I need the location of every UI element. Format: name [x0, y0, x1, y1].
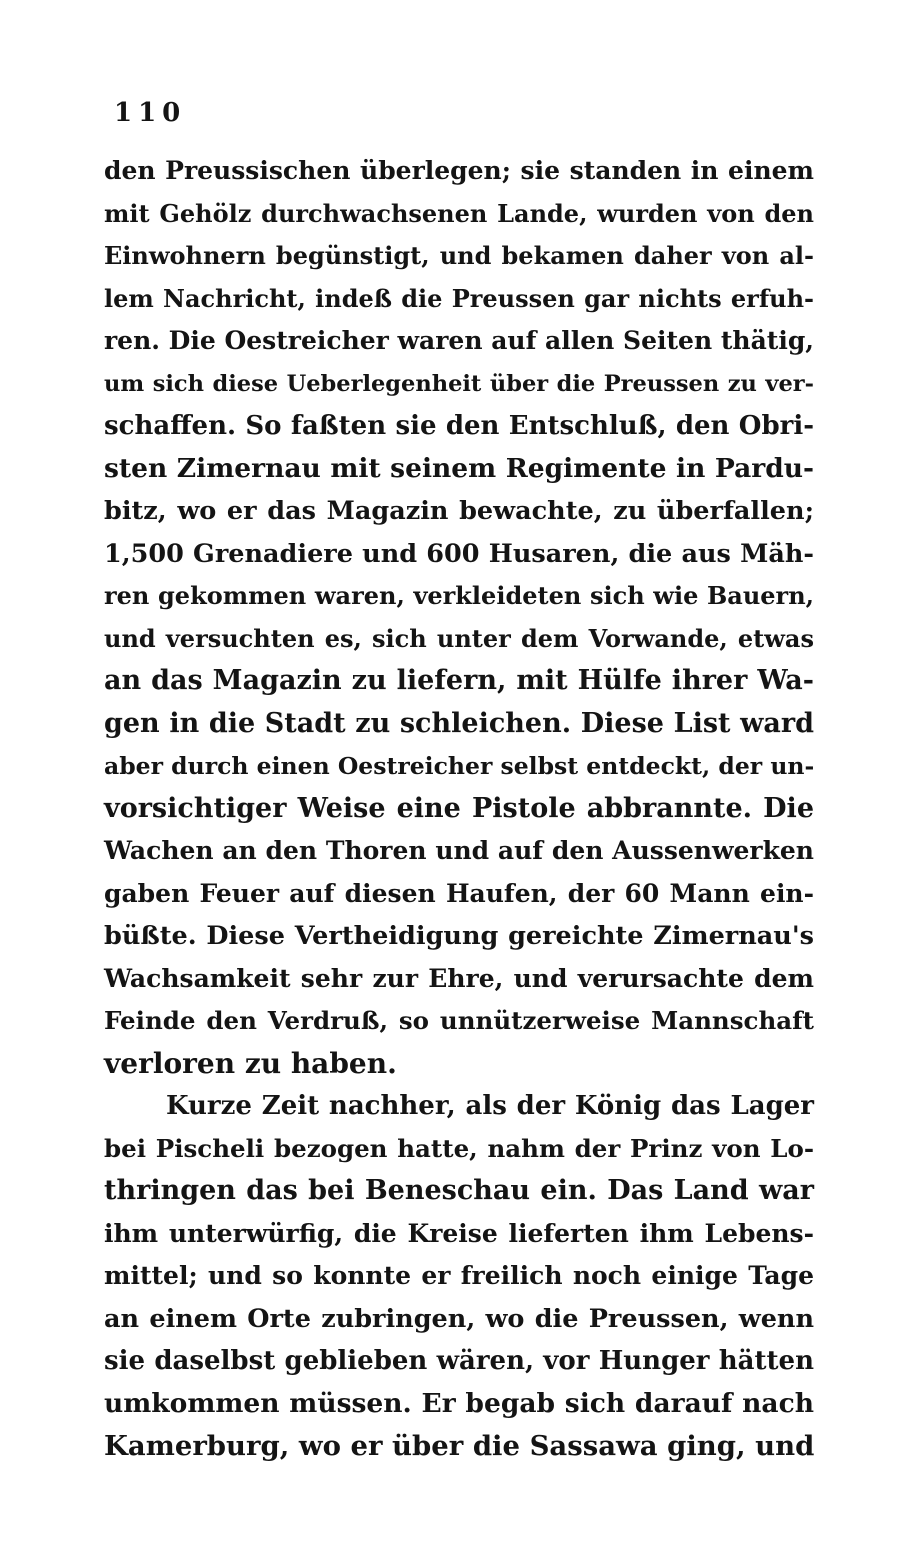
text-line: büßte. Diese Vertheidigung gereichte Zimernau's [104, 921, 814, 951]
text-line: gaben Feuer auf diesen Haufen, der 60 Mann ein- [104, 878, 814, 908]
text-line: thringen das bei Beneschau ein. Das Land war [104, 1175, 814, 1206]
text-line: 1,500 Grenadiere und 600 Husaren, die aus Mäh- [104, 538, 814, 569]
text-line: Feinde den Verdruß, so unnützerweise Mannschaft [104, 1006, 814, 1035]
body-text [104, 150, 814, 1468]
text-line: ren. Die Oestreicher waren auf allen Seiten thätig, [104, 326, 814, 355]
text-line: den Preussischen überlegen; sie standen in einem [104, 156, 814, 185]
text-line: bitz, wo er das Magazin bewachte, zu überfallen; [104, 496, 814, 526]
text-line: Kamerburg, wo er über die Sassawa ging, und [104, 1430, 815, 1462]
text-line: gen in die Stadt zu schleichen. Diese List ward [104, 707, 814, 739]
text-line: schaffen. So faßten sie den Entschluß, den Obri- [104, 411, 814, 441]
text-line: an einem Orte zubringen, wo die Preussen, wenn [104, 1303, 814, 1334]
text-line: lem Nachricht, indeß die Preussen gar nichts erfuh- [104, 283, 814, 313]
text-line: aber durch einen Oestreicher selbst entdeckt, der un- [104, 752, 815, 780]
text-line: sie daselbst geblieben wären, vor Hunger hätten [104, 1346, 814, 1376]
text-line: ihm unterwürfig, die Kreise lieferten ihm Lebens- [104, 1218, 814, 1248]
text-line: sten Zimernau mit seinem Regimente in Pardu- [104, 452, 814, 484]
text-line: Wachen an den Thoren und auf den Aussenwerken [104, 836, 814, 865]
text-line: mittel; und so konnte er freilich noch einige Tage [104, 1261, 814, 1290]
paragraph-end-line: verloren zu haben. [104, 1046, 397, 1080]
text-line: ren gekommen waren, verkleideten sich wie Bauern, [104, 581, 814, 610]
text-line: mit Gehölz durchwachsenen Lande, wurden von den [104, 198, 814, 228]
text-line: Einwohnern begünstigt, und bekamen daher von al- [104, 241, 814, 270]
page-number: 110 [114, 98, 187, 128]
text-line: um sich diese Ueberlegenheit über die Preussen zu ver- [104, 370, 814, 397]
text-line: umkommen müssen. Er begab sich darauf nach [104, 1387, 814, 1419]
text-line: Wachsamkeit sehr zur Ehre, und verursachte dem [104, 963, 814, 993]
text-line: und versuchten es, sich unter dem Vorwande, etwas [104, 623, 814, 653]
text-line: bei Pischeli bezogen hatte, nahm der Prinz von Lo- [104, 1133, 814, 1163]
text-line: an das Magazin zu liefern, mit Hülfe ihrer Wa- [104, 665, 814, 696]
text-line: vorsichtiger Weise eine Pistole abbrannte. Die [104, 792, 814, 824]
paragraph-start-line: Kurze Zeit nachher, als der König das Lager [166, 1091, 814, 1121]
